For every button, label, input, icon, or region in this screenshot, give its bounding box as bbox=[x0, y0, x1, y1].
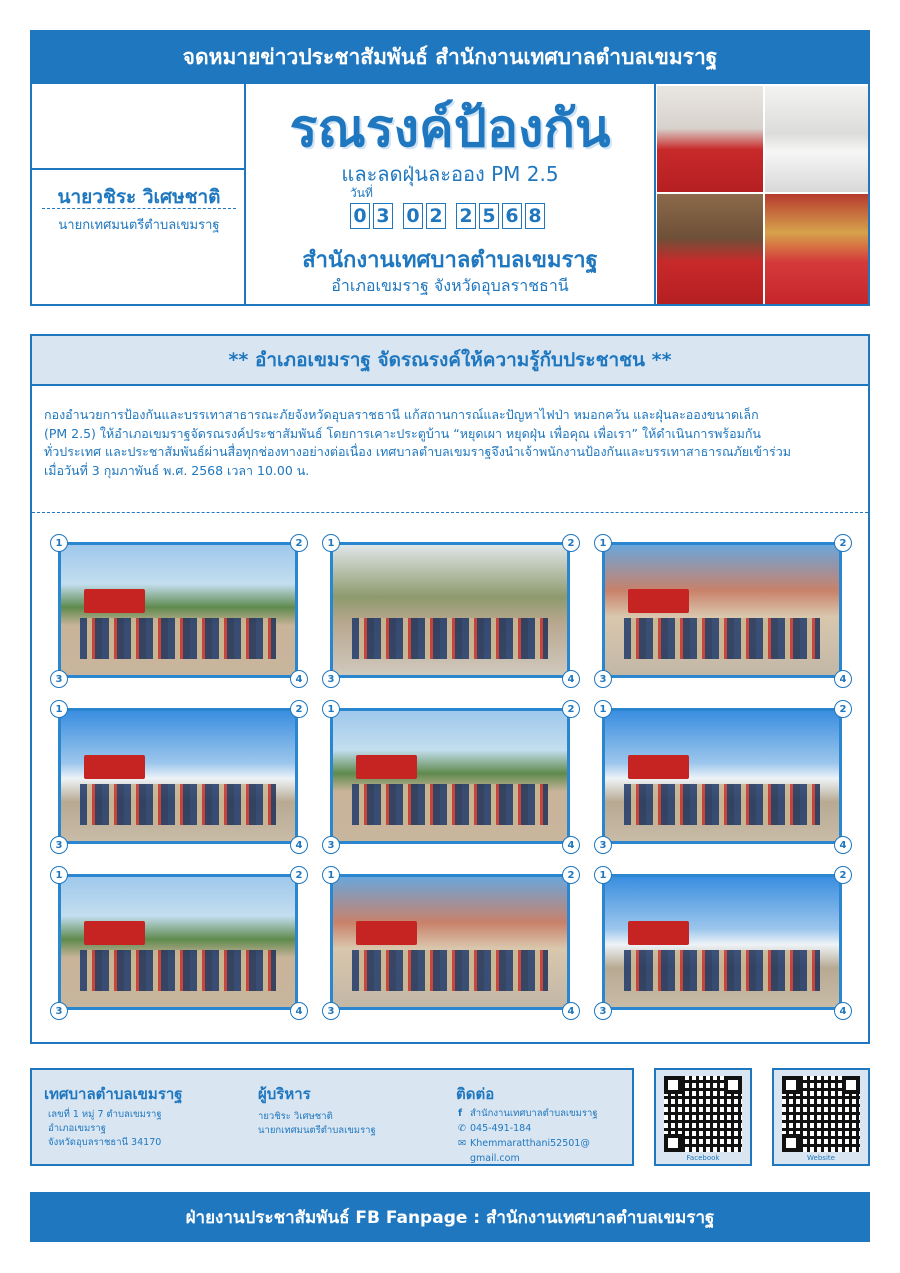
mail-icon: ✉ bbox=[458, 1138, 466, 1149]
photo-corner-number: 2 bbox=[290, 534, 308, 552]
header-banner bbox=[30, 30, 870, 84]
photo-corner-number: 1 bbox=[594, 700, 612, 718]
qr-facebook-label: Facebook bbox=[686, 1154, 720, 1162]
photo-corner-number: 4 bbox=[290, 836, 308, 854]
date-digit: 8 bbox=[525, 203, 545, 229]
photo-people bbox=[80, 618, 277, 660]
body-paragraph bbox=[44, 406, 866, 480]
photo-corner-number: 3 bbox=[322, 1002, 340, 1020]
footer-col2-lines bbox=[258, 1110, 376, 1138]
photo-corner-number: 4 bbox=[834, 836, 852, 854]
org-name: สำนักงานเทศบาลตำบลเขมราฐ bbox=[302, 248, 598, 273]
photo-corner-number: 2 bbox=[834, 700, 852, 718]
date-digit: 5 bbox=[479, 203, 499, 229]
photo-people bbox=[352, 618, 549, 660]
qr-website[interactable] bbox=[772, 1068, 870, 1166]
body-line: กองอำนวยการป้องกันและบรรเทาสาธารณะภัยจังหวัดอุบลราชธานี แก้สถานการณ์และปัญหาไฟป่า หมอกควัน และฝุ่นละอองขนาดเล็ก bbox=[44, 407, 759, 422]
fire-truck bbox=[84, 589, 145, 612]
photo-people bbox=[624, 784, 821, 826]
photo-corner-number: 2 bbox=[834, 534, 852, 552]
photo-corner-number: 2 bbox=[834, 866, 852, 884]
address-line: อำเภอเขมราฐ bbox=[48, 1123, 106, 1134]
photo-corner-number: 1 bbox=[50, 866, 68, 884]
date-digit: 3 bbox=[373, 203, 393, 229]
address-line: เลขที่ 1 หมู่ 7 ตำบลเขมราฐ bbox=[48, 1109, 162, 1120]
facebook-text: สำนักงานเทศบาลตำบลเขมราฐ bbox=[470, 1108, 598, 1119]
header-photo-3 bbox=[657, 194, 763, 304]
body-line: ทั่วประเทศ และประชาสัมพันธ์ผ่านสื่อทุกช่องทางอย่างต่อเนื่อง เทศบาลตำบลเขมราฐจึงนำเจ้าพนักงานป้องกันและบรรเทาสาธารณภัยเข้าร่วม bbox=[44, 444, 791, 459]
photo-people bbox=[352, 950, 549, 992]
body-line: (PM 2.5) ให้อำเภอเขมราฐจัดรณรงค์ประชาสัมพันธ์ โดยการเคาะประตูบ้าน “หยุดเผา หยุดฝุ่น เพื่อคุณ เพื่อเรา” ให้ดำเนินการพร้อมกัน bbox=[44, 425, 761, 441]
event-photo bbox=[330, 708, 570, 844]
photo-corner-number: 1 bbox=[594, 534, 612, 552]
header-photo-2 bbox=[765, 86, 868, 192]
header-divider-right bbox=[654, 84, 656, 306]
date-label: วันที่ bbox=[350, 186, 373, 200]
photo-corner-number: 2 bbox=[290, 700, 308, 718]
qr-corner bbox=[724, 1076, 742, 1094]
photo-people bbox=[624, 950, 821, 992]
date-digit: 2 bbox=[456, 203, 476, 229]
date-digits bbox=[350, 203, 548, 229]
bottom-banner bbox=[30, 1192, 870, 1242]
fire-truck bbox=[628, 921, 689, 944]
photo-corner-number: 1 bbox=[322, 866, 340, 884]
date-digit: 6 bbox=[502, 203, 522, 229]
photo-corner-number: 4 bbox=[834, 670, 852, 688]
fire-truck bbox=[356, 921, 417, 944]
footer-col3-title: ติดต่อ bbox=[456, 1085, 495, 1103]
section-heading-bar bbox=[32, 336, 868, 386]
event-photo bbox=[58, 708, 298, 844]
subline: และลดฝุ่นละออง PM 2.5 bbox=[341, 162, 559, 186]
qr-corner bbox=[782, 1076, 800, 1094]
fire-truck bbox=[84, 755, 145, 778]
photo-people bbox=[80, 950, 277, 992]
contact-phone[interactable] bbox=[458, 1121, 598, 1136]
photo-corner-number: 4 bbox=[290, 1002, 308, 1020]
district-name: อำเภอเขมราฐ จังหวัดอุบลราชธานี bbox=[331, 276, 569, 295]
date-digit: 0 bbox=[403, 203, 423, 229]
executive-title: นายกเทศมนตรีตำบลเขมราฐ bbox=[258, 1125, 376, 1136]
footer-col1-title: เทศบาลตำบลเขมราฐ bbox=[44, 1085, 183, 1103]
contact-list bbox=[458, 1106, 598, 1166]
photo-corner-number: 3 bbox=[50, 670, 68, 688]
photo-corner-number: 1 bbox=[322, 700, 340, 718]
person-title: นายกเทศมนตรีตำบลเขมราฐ bbox=[58, 218, 220, 233]
photo-corner-number: 2 bbox=[562, 534, 580, 552]
photo-corner-number: 3 bbox=[594, 670, 612, 688]
event-photo bbox=[58, 542, 298, 678]
contact-facebook[interactable] bbox=[458, 1106, 598, 1121]
photo-corner-number: 1 bbox=[50, 534, 68, 552]
person-divider bbox=[42, 208, 236, 209]
contact-email[interactable] bbox=[458, 1136, 598, 1151]
photo-corner-number: 2 bbox=[290, 866, 308, 884]
headline: รณรงค์ป้องกัน bbox=[289, 99, 611, 159]
person-name: นายวชิระ วิเศษชาติ bbox=[57, 186, 221, 208]
section-heading: ** อำเภอเขมราฐ จัดรณรงค์ให้ความรู้กับประชาชน ** bbox=[228, 349, 672, 371]
qr-corner bbox=[664, 1076, 682, 1094]
fire-truck bbox=[356, 755, 417, 778]
photo-corner-number: 1 bbox=[322, 534, 340, 552]
photo-corner-number: 4 bbox=[562, 836, 580, 854]
footer-col1-lines bbox=[48, 1108, 162, 1150]
bottom-banner-text: ฝ่ายงานประชาสัมพันธ์ FB Fanpage : สำนักงานเทศบาลตำบลเขมราฐ bbox=[185, 1207, 715, 1228]
header-photo-1 bbox=[657, 86, 763, 192]
photo-corner-number: 4 bbox=[290, 670, 308, 688]
event-photo bbox=[330, 542, 570, 678]
logo-area bbox=[32, 84, 244, 170]
photo-corner-number: 4 bbox=[562, 670, 580, 688]
footer-col2-title: ผู้บริหาร bbox=[258, 1085, 311, 1103]
qr-corner bbox=[664, 1134, 682, 1152]
date-digit: 0 bbox=[350, 203, 370, 229]
photo-corner-number: 3 bbox=[594, 1002, 612, 1020]
photo-people bbox=[624, 618, 821, 660]
event-photo bbox=[602, 542, 842, 678]
photo-corner-number: 2 bbox=[562, 866, 580, 884]
photo-corner-number: 1 bbox=[594, 866, 612, 884]
photo-corner-number: 3 bbox=[322, 670, 340, 688]
qr-corner bbox=[842, 1076, 860, 1094]
photo-corner-number: 3 bbox=[322, 836, 340, 854]
email-text: Khemmaratthani52501@ bbox=[470, 1138, 590, 1149]
photo-corner-number: 1 bbox=[50, 700, 68, 718]
header-photo-4 bbox=[765, 194, 868, 304]
fire-truck bbox=[84, 921, 145, 944]
address-line: จังหวัดอุบลราชธานี 34170 bbox=[48, 1137, 162, 1148]
event-photo bbox=[330, 874, 570, 1010]
date-digit: 2 bbox=[426, 203, 446, 229]
fire-truck bbox=[628, 755, 689, 778]
facebook-icon: f bbox=[458, 1108, 463, 1119]
qr-corner bbox=[782, 1134, 800, 1152]
phone-text: 045-491-184 bbox=[470, 1123, 532, 1134]
qr-facebook[interactable] bbox=[654, 1068, 752, 1166]
photo-corner-number: 3 bbox=[594, 836, 612, 854]
fire-truck bbox=[628, 589, 689, 612]
event-photo bbox=[58, 874, 298, 1010]
photo-people bbox=[80, 784, 277, 826]
photo-corner-number: 3 bbox=[50, 1002, 68, 1020]
contact-email-domain: gmail.com bbox=[470, 1153, 520, 1164]
photo-corner-number: 2 bbox=[562, 700, 580, 718]
event-photo bbox=[602, 874, 842, 1010]
body-line: เมื่อวันที่ 3 กุมภาพันธ์ พ.ศ. 2568 เวลา 10.00 น. bbox=[44, 462, 310, 478]
header-banner-text: จดหมายข่าวประชาสัมพันธ์ สำนักงานเทศบาลตำบลเขมราฐ bbox=[182, 44, 718, 69]
photo-corner-number: 3 bbox=[50, 836, 68, 854]
qr-website-label: Website bbox=[807, 1154, 835, 1162]
photo-people bbox=[352, 784, 549, 826]
event-photo bbox=[602, 708, 842, 844]
photo-corner-number: 4 bbox=[562, 1002, 580, 1020]
photo-corner-number: 4 bbox=[834, 1002, 852, 1020]
executive-name: ายวชิระ วิเศษชาติ bbox=[258, 1111, 333, 1122]
phone-icon: ✆ bbox=[458, 1123, 466, 1134]
body-divider bbox=[32, 512, 868, 513]
